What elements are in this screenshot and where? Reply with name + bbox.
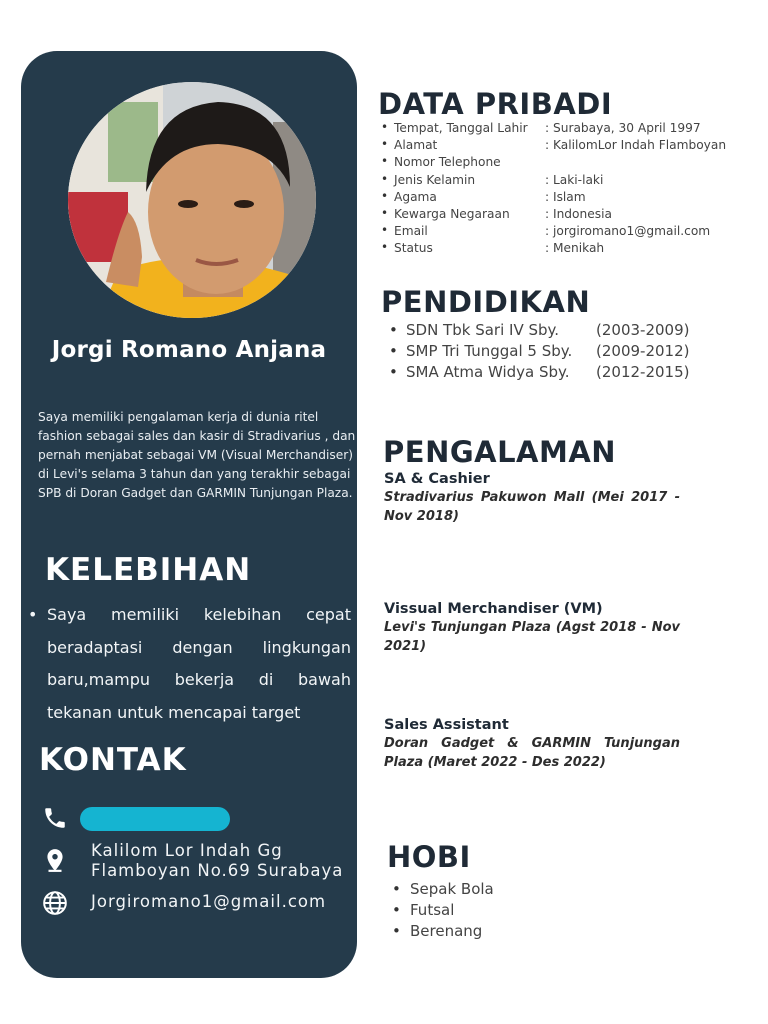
section-title-pengalaman: PENGALAMAN [383, 435, 617, 469]
personal-data-row [381, 121, 726, 138]
row-label: Kewarga Negaraan [394, 206, 510, 221]
globe-icon [42, 890, 68, 916]
row-value: : jorgiromano1@gmail.com [545, 224, 711, 239]
personal-data-row [381, 224, 726, 241]
section-title-data-pribadi: DATA PRIBADI [378, 87, 613, 121]
profile-photo [68, 82, 316, 318]
hobby-list [392, 880, 494, 943]
education-list [389, 321, 689, 384]
kelebihan-text: Saya memiliki kelebihan cepat beradaptasi dengan lingkungan baru,mampu bekerja di bawah tekanan untuk mencapai target [47, 605, 351, 722]
hobby-item: • Futsal [392, 901, 494, 922]
experience-item [384, 471, 680, 526]
address-line-1: Kalilom Lor Indah Gg [91, 841, 283, 860]
row-value: : Menikah [545, 241, 605, 256]
row-label: Alamat [394, 138, 438, 153]
personal-data-row [381, 138, 726, 155]
row-value: : Islam [545, 189, 586, 204]
row-value: : Laki-laki [545, 172, 604, 187]
education-item [389, 321, 689, 342]
row-label: Status [394, 241, 433, 256]
personal-data-row [381, 207, 726, 224]
kelebihan-item [28, 599, 351, 729]
phone-number-redacted [80, 807, 230, 831]
phone-icon [42, 805, 68, 831]
profile-photo-illustration [68, 82, 316, 318]
section-title-kelebihan: KELEBIHAN [45, 552, 252, 588]
personal-data-list [381, 121, 726, 259]
job-place: Stradivarius Pakuwon Mall (Mei 2017 - Nov 2018) [384, 490, 680, 524]
experience-item [384, 717, 680, 772]
profile-name: Jorgi Romano Anjana [51, 337, 327, 363]
section-title-pendidikan: PENDIDIKAN [381, 285, 591, 319]
row-value: : Surabaya, 30 April 1997 [545, 121, 701, 135]
school-years: (2009-2012) [596, 342, 690, 360]
personal-data-row [381, 241, 726, 258]
school-years: (2012-2015) [596, 363, 690, 381]
map-pin-icon [42, 847, 68, 873]
bullet: • [28, 605, 38, 624]
row-label: Agama [394, 189, 437, 204]
section-title-hobi: HOBI [387, 840, 471, 874]
education-item [389, 342, 689, 363]
school-name: SMA Atma Widya Sby. [406, 363, 570, 381]
job-place: Levi's Tunjungan Plaza (Agst 2018 - Nov 2021) [384, 620, 680, 654]
school-years: (2003-2009) [596, 321, 690, 339]
contact-address [91, 841, 343, 881]
personal-data-row [381, 173, 726, 190]
school-name: SDN Tbk Sari IV Sby. [406, 321, 560, 339]
row-label: Nomor Telephone [394, 155, 501, 170]
contact-email[interactable]: Jorgiromano1@gmail.com [91, 892, 327, 911]
hobby-item: • Berenang [392, 922, 494, 943]
school-name: SMP Tri Tunggal 5 Sby. [406, 342, 573, 360]
profile-sidebar [21, 51, 357, 978]
address-line-2: Flamboyan No.69 Surabaya [91, 861, 344, 880]
job-role: Vissual Merchandiser (VM) [384, 601, 603, 617]
section-title-kontak: KONTAK [39, 742, 187, 778]
experience-item [384, 601, 680, 656]
job-role: Sales Assistant [384, 717, 509, 733]
row-label: Tempat, Tanggal Lahir [394, 121, 528, 135]
row-label: Email [394, 224, 428, 239]
hobby-item: • Sepak Bola [392, 880, 494, 901]
job-place: Doran Gadget & GARMIN Tunjungan Plaza (Maret 2022 - Des 2022) [384, 736, 680, 770]
job-role: SA & Cashier [384, 471, 490, 487]
education-item [389, 363, 689, 384]
personal-data-row [381, 155, 726, 172]
row-label: Jenis Kelamin [394, 172, 476, 187]
profile-summary: Saya memiliki pengalaman kerja di dunia ritel fashion sebagai sales dan kasir di Stradivarius , dan pernah menjabat sebagai VM (Visual Merchandiser) di Levi's selama 3 tahun dan yang terakhir sebagai SPB di Doran Gadget dan GARMIN Tunjungan Plaza. [38, 410, 356, 500]
row-value: : KalilomLor Indah Flamboyan [545, 138, 727, 153]
row-value: : Indonesia [545, 206, 612, 221]
personal-data-row [381, 190, 726, 207]
